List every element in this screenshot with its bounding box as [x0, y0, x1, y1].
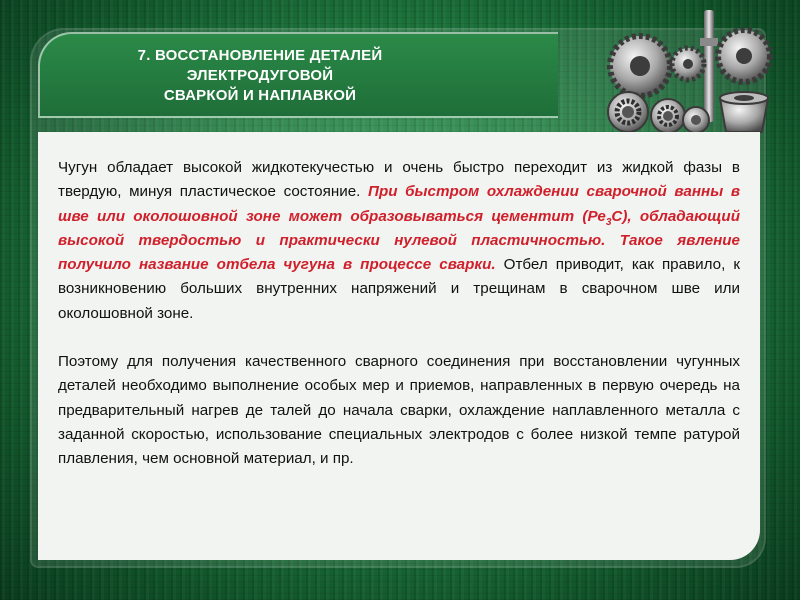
gears-and-bearings-image — [592, 8, 782, 140]
paragraph-1 — [58, 156, 740, 326]
paragraph-2: Поэтому для получения качественного сварного соединения при восстановлении чугунных деталей необходимо выполнение особых мер и приемов, направленных в первую очередь на предварительный нагрев де талей до начала сварки, охлаждение наплавленного металла с заданной скоростью, использование специальных электродов с более низкой темпе ратурой плавления, чем основной материал, и пр. — [58, 353, 740, 468]
paragraph-1-outro: Отбел приводит, как правило, к возникновению больших внутренних напряжений и трещинам в сварочном шве или околошовной зоне. — [58, 256, 740, 322]
slide-title-line-1: 7. ВОССТАНОВЛЕНИЕ ДЕТАЛЕЙ — [137, 47, 383, 64]
highlight-subscript: 3 — [605, 216, 612, 228]
slide-title-line-3: СВАРКОЙ И НАПЛАВКОЙ — [163, 87, 357, 104]
tapered-bearing-shape — [720, 92, 768, 132]
bearing-1-shape — [608, 92, 648, 132]
slide-title-line-2: ЭЛЕКТРОДУГОВОЙ — [186, 67, 334, 84]
shaft-collar-shape — [700, 38, 718, 46]
paragraph-1-intro: Чугун обладает высокой жидкотекучестью и очень быстро переходит из жидкой фазы в твердую, минуя пластическое состояние. — [58, 159, 740, 201]
content-box — [38, 132, 760, 560]
slide-title — [110, 46, 410, 106]
highlight-part-2: С), обладающий высокой твердостью и практически нулевой пластичностью. Такое явление получило название отбела чугуна в процессе сварки. — [58, 207, 740, 274]
small-gear-shape — [672, 48, 704, 80]
highlight-part-1: При быстром охлаждении сварочной ванны в шве или околошовной зоне может образовываться цементит (Ре — [58, 183, 740, 225]
right-gear-shape — [718, 30, 770, 82]
large-gear-shape — [610, 36, 670, 96]
bearing-2-shape — [651, 99, 685, 133]
bearing-3-shape — [683, 107, 709, 133]
